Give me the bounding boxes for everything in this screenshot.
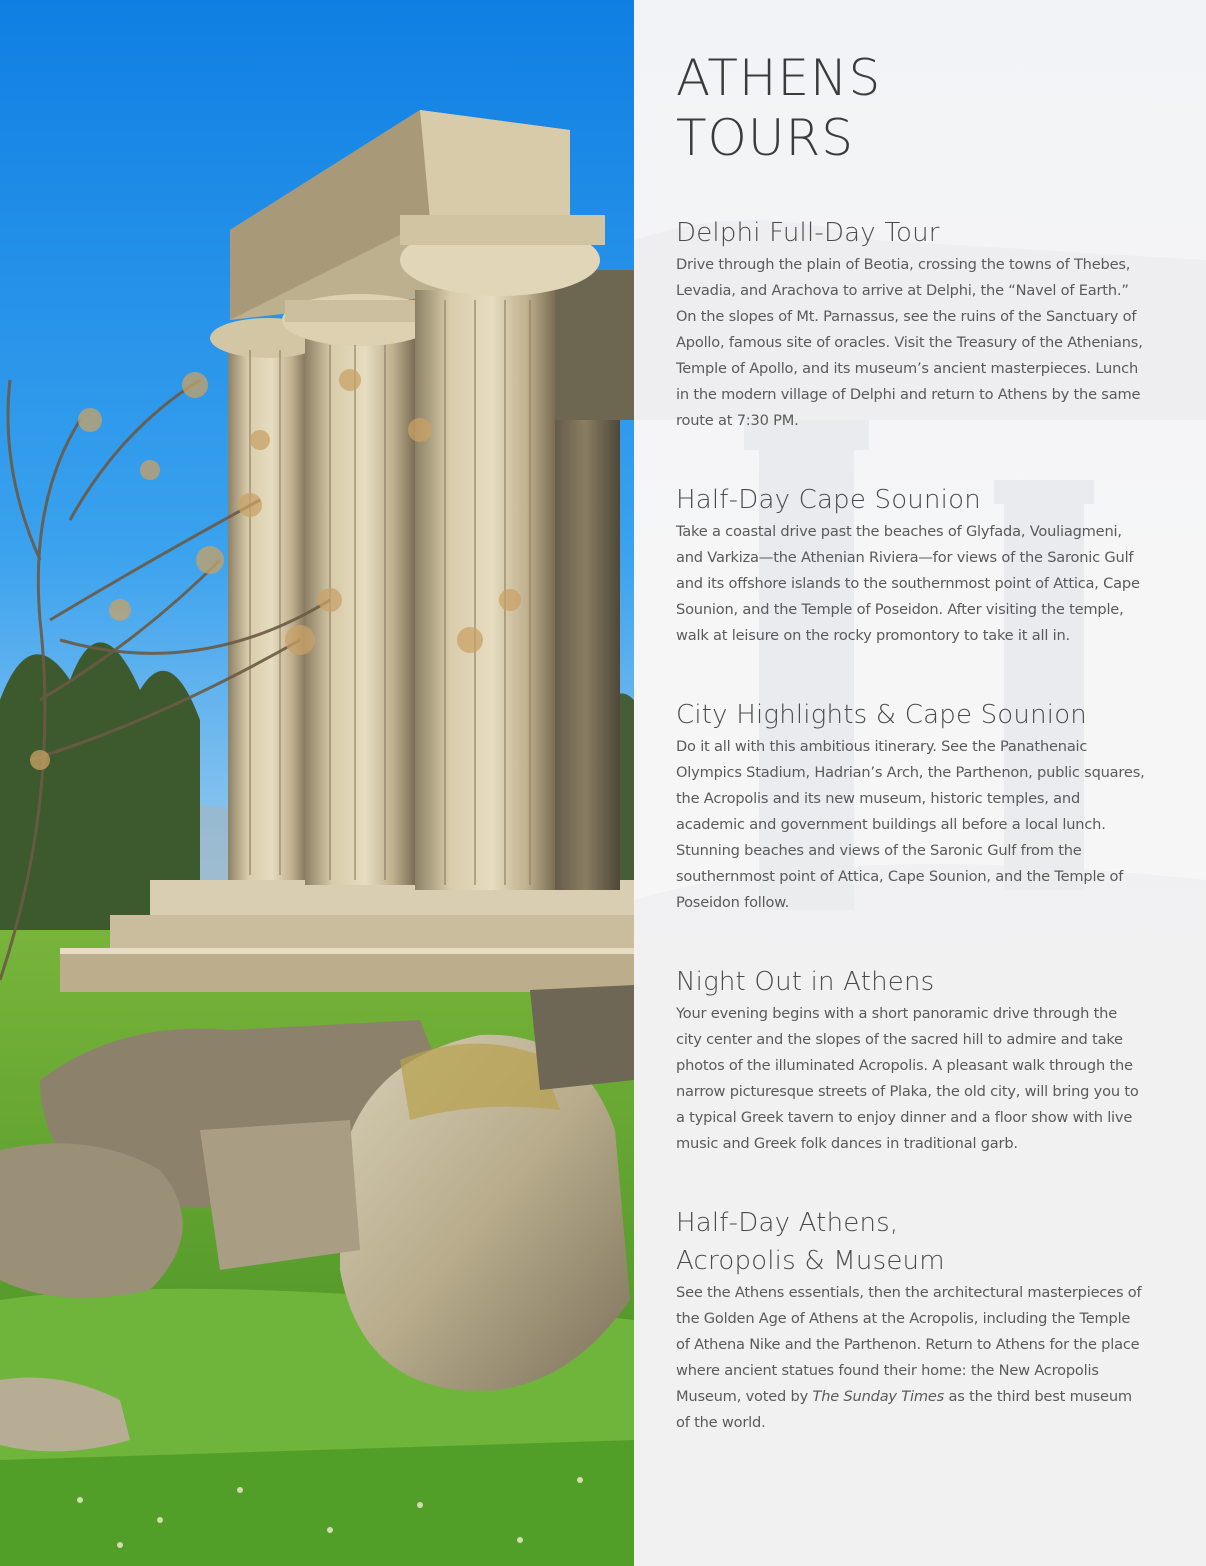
tour-title: Half-Day Cape Sounion xyxy=(676,485,981,515)
tour-title-line-1: Half-Day Athens, xyxy=(676,1208,899,1238)
title-line-1: ATHENS xyxy=(676,49,882,107)
tour-title: City Highlights & Cape Sounion xyxy=(676,700,1087,730)
tour-title: Delphi Full-Day Tour xyxy=(676,218,940,248)
tour-acropolis-museum xyxy=(676,1204,1146,1436)
tour-description: Drive through the plain of Beotia, crossing the towns of Thebes, Levadia, and Arachova to arrive at Delphi, the “Navel of Earth.” On the slopes of Mt. Parnassus, see the ruins of the Sanctuary of Apollo, famous site of oracles. Visit the Treasury of the Athenians, Temple of Apollo, and its museum’s ancient masterpieces. Lunch in the modern village of Delphi and return to Athens by the same route at 7:30 PM. xyxy=(676,256,1143,429)
tour-delphi xyxy=(676,214,1146,434)
tour-night-out xyxy=(676,963,1146,1157)
description-part-1: See the Athens essentials, then the architectural masterpieces of the Golden Age of Athens at the Acropolis, including the Temple of Athena Nike and the Parthenon. Return to Athens for the place where ancient statues found their home: the New Acropolis Museum, voted by xyxy=(676,1284,1142,1405)
tour-description: Do it all with this ambitious itinerary. See the Panathenaic Olympics Stadium, Hadrian’s Arch, the Parthenon, public squares, the Acropolis and its new museum, historic temples, and academic and government buildings all before a local lunch. Stunning beaches and views of the Saronic Gulf from the southernmost point of Attica, Cape Sounion, and the Temple of Poseidon follow. xyxy=(676,738,1145,911)
page-title xyxy=(676,48,1146,168)
tour-title-line-2: Acropolis & Museum xyxy=(676,1246,945,1276)
tour-description xyxy=(676,1280,1146,1436)
tours-panel xyxy=(634,0,1206,1566)
tour-title: Night Out in Athens xyxy=(676,967,935,997)
tour-description: Your evening begins with a short panoramic drive through the city center and the slopes of the sacred hill to admire and take photos of the illuminated Acropolis. A pleasant walk through the narrow picturesque streets of Plaka, the old city, will bring you to a typical Greek tavern to enjoy dinner and a floor show with live music and Greek folk dances in traditional garb. xyxy=(676,1005,1139,1152)
tour-city-highlights xyxy=(676,696,1146,916)
tour-title xyxy=(676,1204,1146,1280)
tours-content xyxy=(676,48,1146,1483)
publication-name: The Sunday Times xyxy=(812,1388,945,1405)
tour-description: Take a coastal drive past the beaches of Glyfada, Vouliagmeni, and Varkiza—the Athenian Riviera—for views of the Saronic Gulf and its offshore islands to the southernmost point of Attica, Cape Sounion, and the Temple of Poseidon. After visiting the temple, walk at leisure on the rocky promontory to take it all in. xyxy=(676,523,1140,644)
description-part-2: as the third best museum of the world. xyxy=(676,1388,1132,1431)
title-line-2: TOURS xyxy=(676,109,854,167)
tour-cape-sounion xyxy=(676,481,1146,649)
